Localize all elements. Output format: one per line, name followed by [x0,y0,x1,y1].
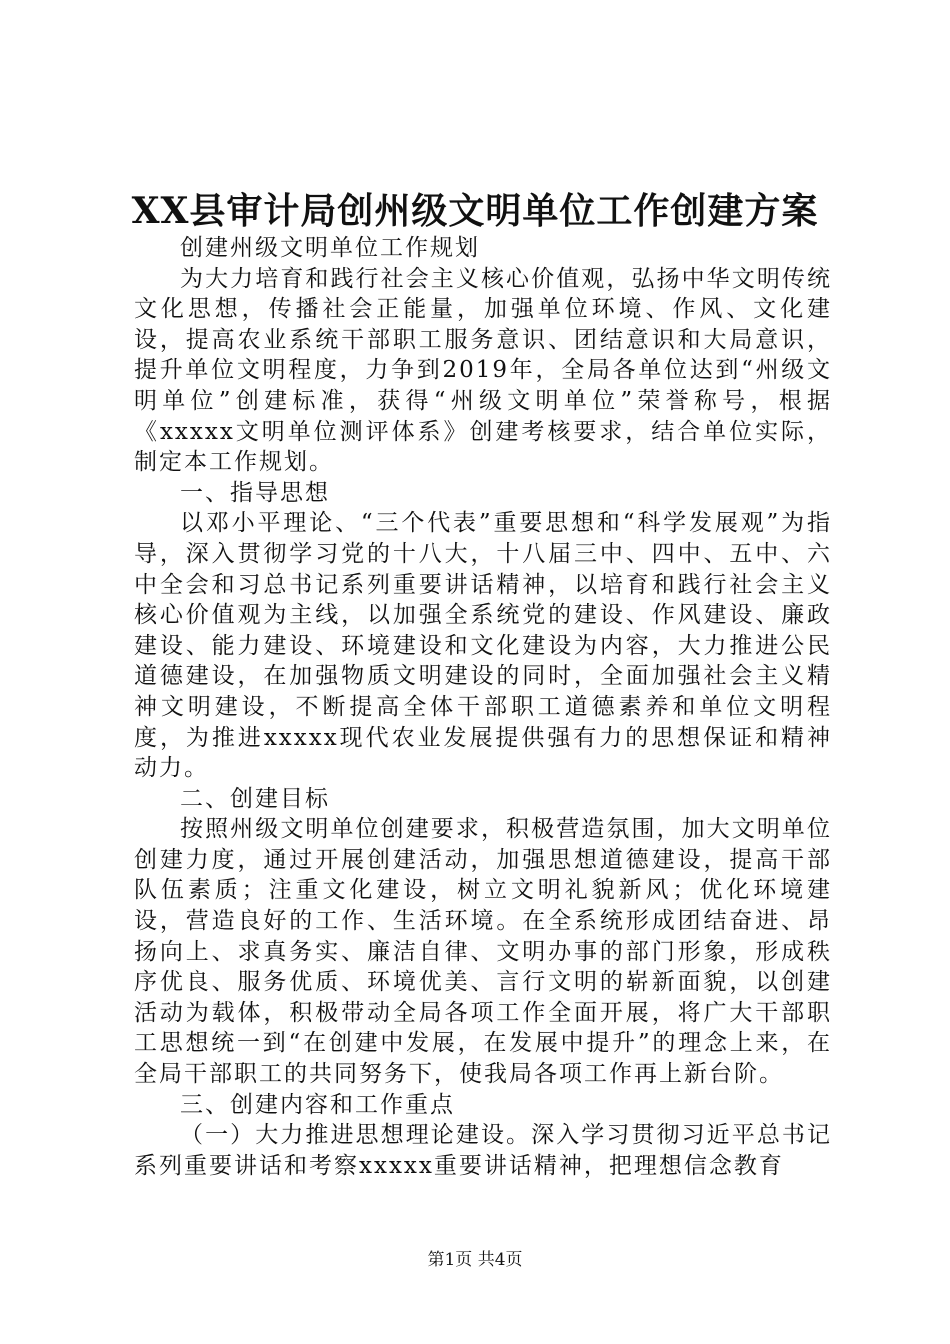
section-paragraph-content: （一）大力推进思想理论建设。深入学习贯彻习近平总书记系列重要讲话和考察xxxxx重要讲话精神，把理想信念教育 [134,1122,832,1179]
intro-paragraph: 为大力培育和践行社会主义核心价值观，弘扬中华文明传统文化思想，传播社会正能量，加强单位环境、作风、文化建设，提高农业系统干部职工服务意识、团结意识和大局意识，提升单位文明程度，力争到2019年，全局各单位达到“州级文明单位”创建标准，获得“州级文明单位”荣誉称号，根据《xxxxx文明单位测评体系》创建考核要求，结合单位实际，制定本工作规划。 [134,265,832,476]
page-indicator: 第1页 共4页 [427,1250,523,1270]
section-heading-guiding-ideology: 一、指导思想 [180,479,330,506]
document-title: XX县审计局创州级文明单位工作创建方案 [131,190,819,232]
section-heading-goals: 二、创建目标 [180,785,330,812]
subtitle: 创建州级文明单位工作规划 [180,235,480,261]
section-paragraph-guiding-ideology: 以邓小平理论、“三个代表”重要思想和“科学发展观”为指导，深入贯彻学习党的十八大，十八届三中、四中、五中、六中全会和习总书记系列重要讲话精神，以培育和践行社会主义核心价值观为主线，以加强全系统党的建设、作风建设、廉政建设、能力建设、环境建设和文化建设为内容，大力推进公民道德建设，在加强物质文明建设的同时，全面加强社会主义精神文明建设，不断提高全体干部职工道德素养和单位文明程度，为推进xxxxx现代农业发展提供强有力的思想保证和精神动力。 [134,510,832,782]
section-heading-content: 三、创建内容和工作重点 [180,1091,455,1118]
section-paragraph-goals: 按照州级文明单位创建要求，积极营造氛围，加大文明单位创建力度，通过开展创建活动，加强思想道德建设，提高干部队伍素质；注重文化建设，树立文明礼貌新风；优化环境建设，营造良好的工作、生活环境。在全系统形成团结奋进、昂扬向上、求真务实、廉洁自律、文明办事的部门形象，形成秩序优良、服务优质、环境优美、言行文明的崭新面貌，以创建活动为载体，积极带动全局各项工作全面开展，将广大干部职工思想统一到“在创建中发展，在发展中提升”的理念上来，在全局干部职工的共同努务下，使我局各项工作再上新台阶。 [134,816,832,1088]
document-body [134,233,832,1181]
